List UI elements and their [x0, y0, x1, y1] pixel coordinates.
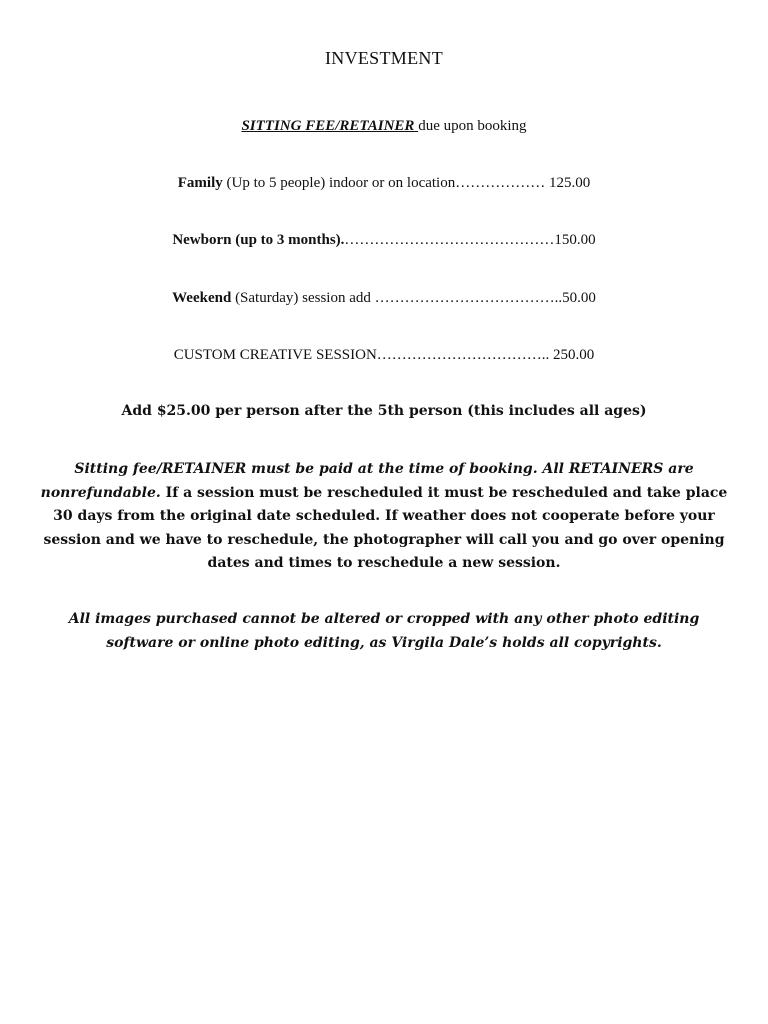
- policy-paragraph: [40, 458, 728, 576]
- item-price: 50.00: [562, 290, 596, 306]
- item-dots: ……………………………………: [344, 232, 555, 248]
- page-title: INVESTMENT: [325, 48, 443, 68]
- retainer-label: SITTING FEE/RETAINER: [241, 118, 419, 134]
- price-item-family: [0, 175, 768, 192]
- policy-regular: If a session must be rescheduled it must be rescheduled and take place 30 days from the original date scheduled. If weather does not cooperate before your session and we have to reschedule, the photographer will call you and go over opening dates and times to reschedule a new session.: [43, 484, 728, 571]
- item-price: 150.00: [554, 232, 596, 248]
- item-name: Family: [177, 175, 223, 191]
- retainer-suffix: due upon booking: [418, 118, 527, 134]
- copyright-note: All images purchased cannot be altered or cropped with any other photo editing software or online photo editing, as Virgila Dale’s holds all copyrights.: [68, 611, 700, 651]
- retainer-line: [0, 118, 768, 135]
- item-dots: ………………: [455, 175, 549, 191]
- price-item-newborn: [0, 232, 768, 249]
- item-dots: ……………………………..: [376, 347, 554, 363]
- item-name: CUSTOM CREATIVE SESSION: [173, 347, 377, 363]
- item-name: Weekend: [172, 290, 232, 306]
- item-price: 125.00: [548, 175, 591, 191]
- policy-italic: Sitting fee/RETAINER must be paid at the time of booking. All RETAINERS are nonrefundable.: [40, 461, 694, 501]
- add-person-note: Add $25.00 per person after the 5th person (this includes all ages): [121, 403, 647, 419]
- price-item-custom: [0, 347, 768, 364]
- item-price: 250.00: [553, 347, 595, 363]
- item-dots: ………………………………..: [374, 290, 563, 306]
- item-detail: (Saturday) session add: [231, 290, 375, 306]
- price-item-weekend: [0, 290, 768, 307]
- item-name: Newborn (up to 3 months).: [172, 232, 345, 248]
- item-detail: (Up to 5 people) indoor or on location: [222, 175, 456, 191]
